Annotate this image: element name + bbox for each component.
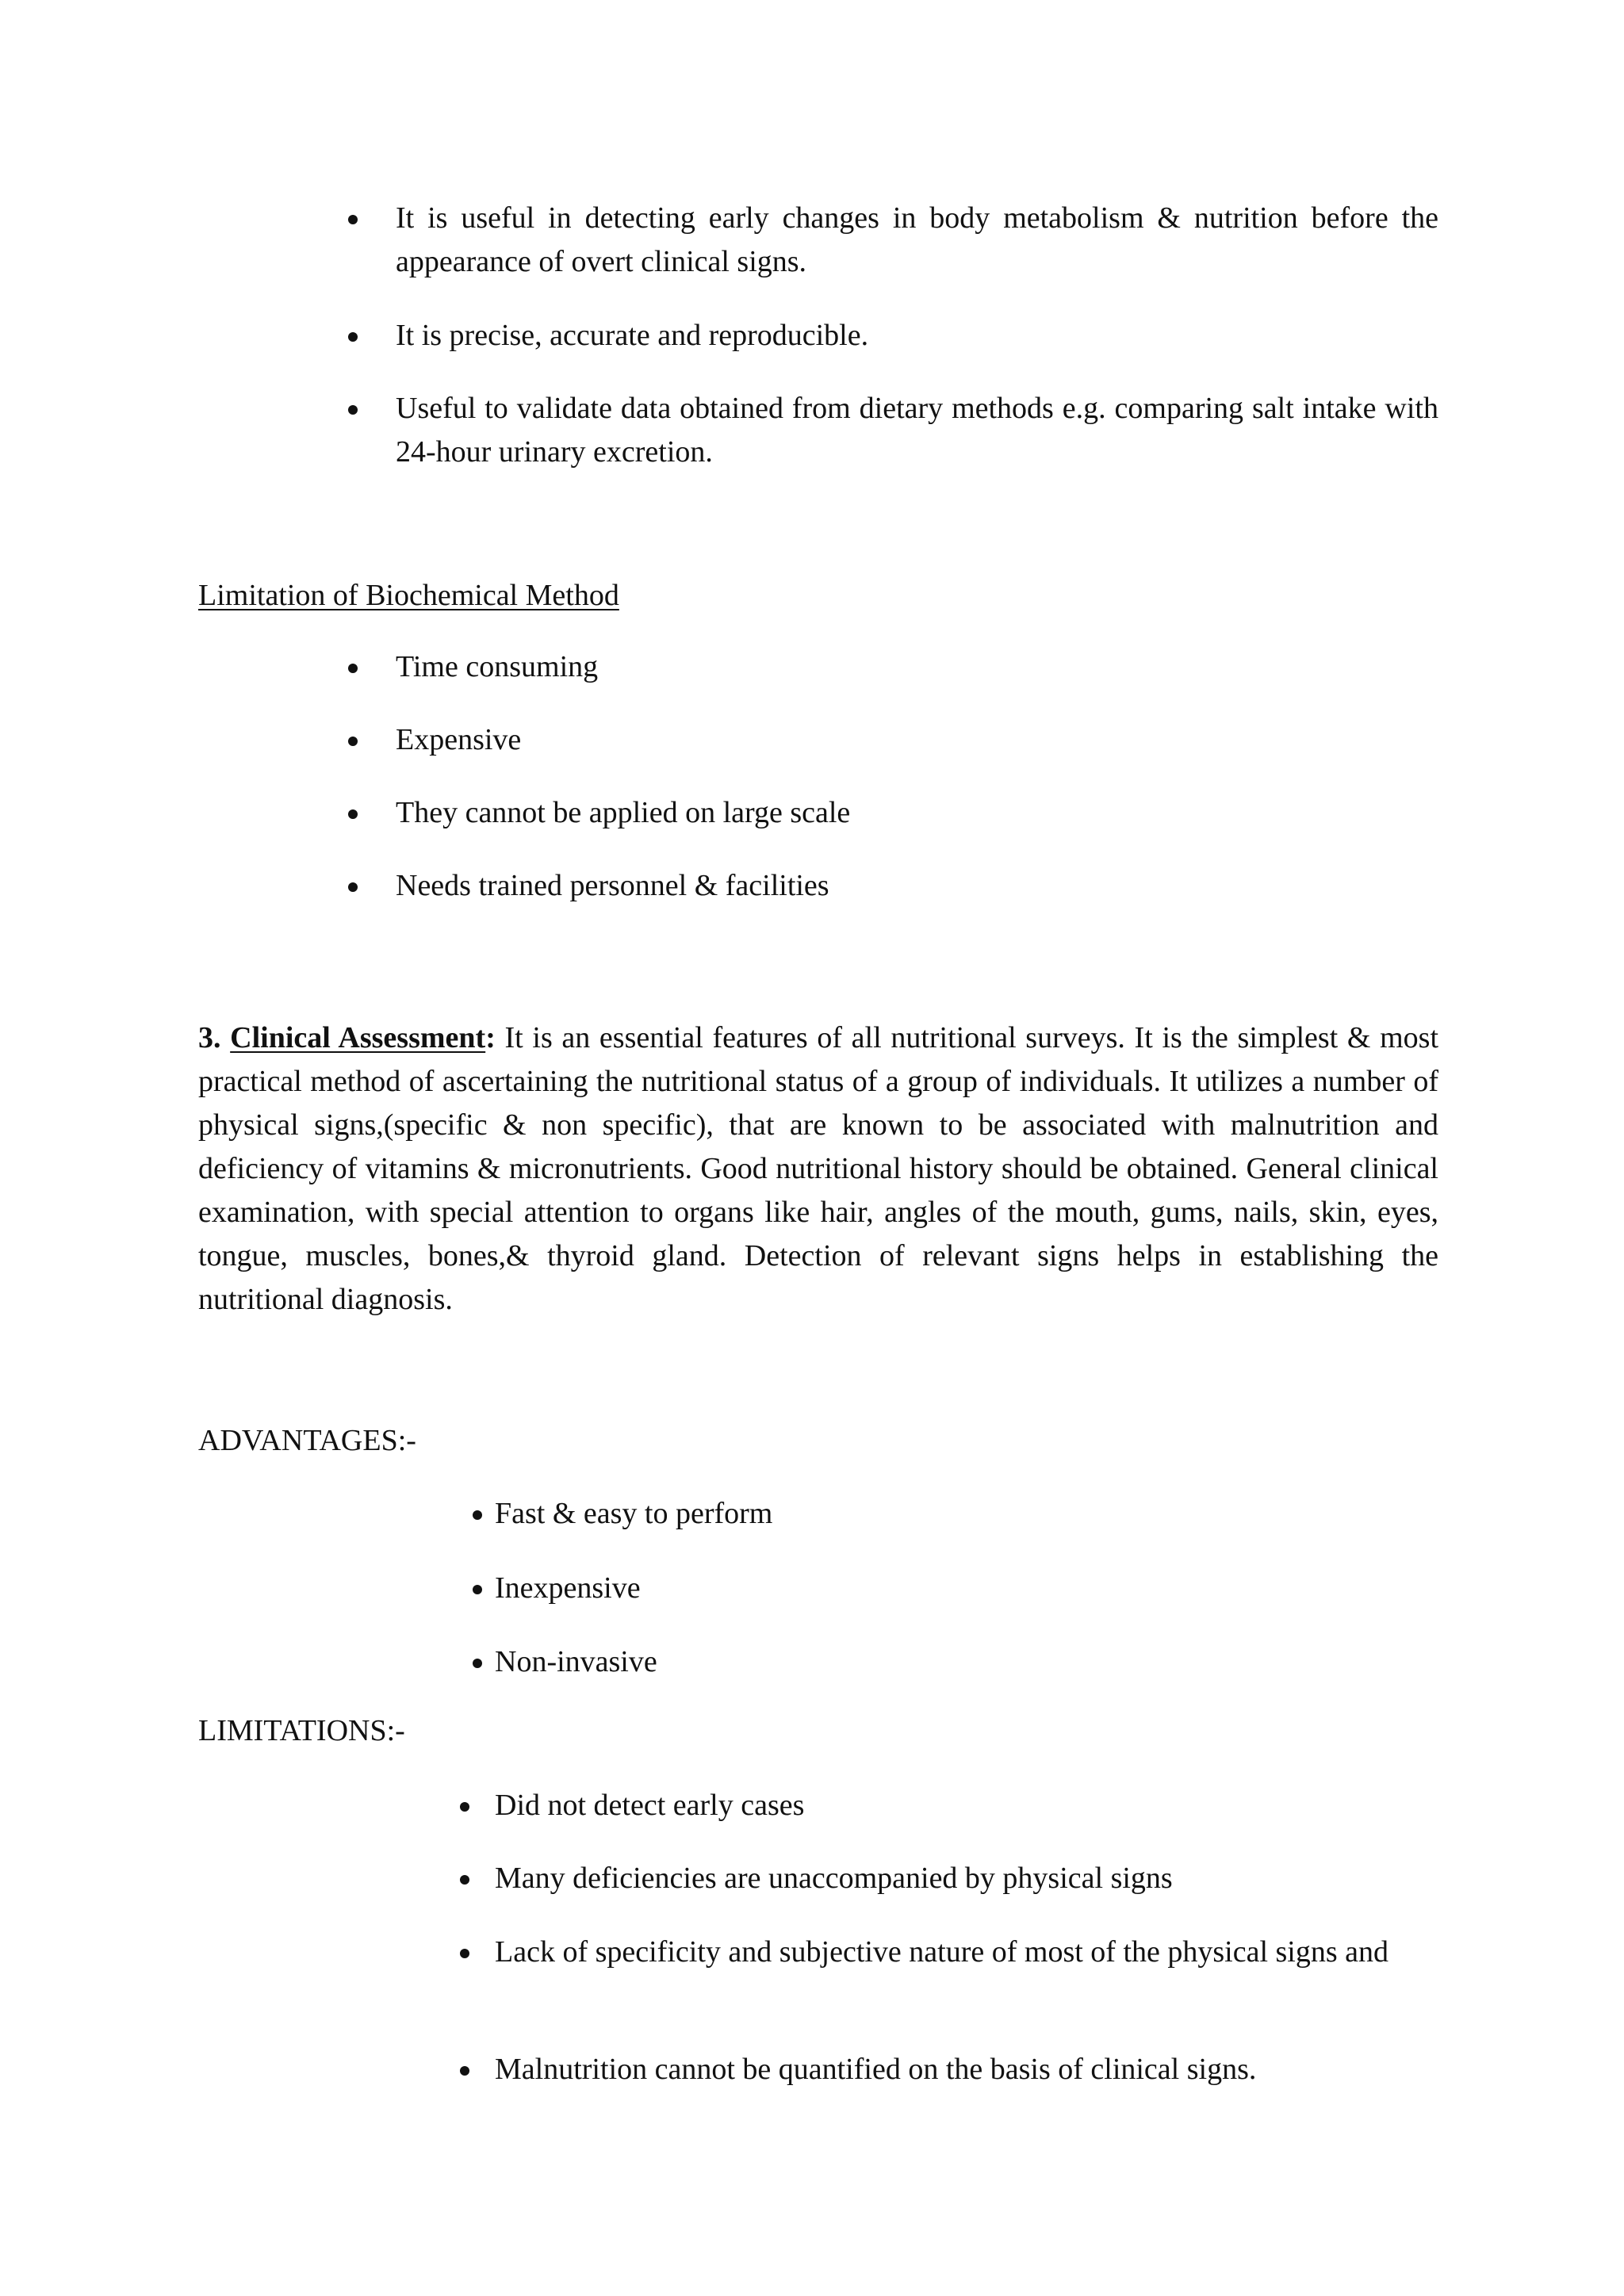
advantages-heading: ADVANTAGES:- — [198, 1424, 416, 1457]
list-item — [396, 718, 1438, 762]
list-item — [495, 1492, 1438, 1536]
limitation-list — [396, 645, 1438, 908]
bullet-icon — [473, 1659, 482, 1668]
list-item-text: It is precise, accurate and reproducible. — [396, 319, 869, 352]
clinical-assessment-paragraph — [198, 1016, 1438, 1322]
list-item — [396, 864, 1438, 908]
advantages-list — [495, 1492, 1438, 1684]
bullet-icon — [460, 2066, 469, 2076]
bullet-icon — [348, 882, 358, 892]
list-item — [396, 645, 1438, 689]
bullet-icon — [348, 809, 358, 819]
section-title: Clinical Assessment — [230, 1021, 486, 1054]
list-item-text: Many deficiencies are unaccompanied by physical signs — [495, 1862, 1173, 1895]
list-item-text: Needs trained personnel & facilities — [396, 869, 829, 902]
list-item — [495, 1857, 1438, 1900]
bullet-icon — [460, 1875, 469, 1885]
list-item-text: Lack of specificity and subjective nature of most of the physical signs and — [495, 1935, 1389, 1969]
bullet-icon — [460, 1802, 469, 1812]
list-item-text: Inexpensive — [495, 1571, 641, 1605]
section-title-colon: : — [485, 1021, 496, 1054]
limitations-list — [495, 1784, 1438, 2091]
bullet-icon — [348, 405, 358, 415]
list-item-text: Did not detect early cases — [495, 1789, 805, 1822]
list-item-text: Useful to validate data obtained from dietary methods e.g. comparing salt intake with 24-hour urinary excretion. — [396, 392, 1438, 469]
list-item-text: They cannot be applied on large scale — [396, 796, 851, 829]
list-item — [495, 1567, 1438, 1610]
list-item-text: Time consuming — [396, 650, 599, 683]
section-number: 3. — [198, 1021, 221, 1054]
list-item — [495, 1640, 1438, 1684]
list-item — [396, 197, 1438, 284]
bullet-icon — [460, 1949, 469, 1958]
list-item — [396, 387, 1438, 474]
list-item — [396, 314, 1438, 358]
bullet-icon — [473, 1510, 482, 1520]
list-item — [495, 2048, 1438, 2091]
list-item-text: It is useful in detecting early changes in body metabolism & nutrition before the appearance of overt clinical signs. — [396, 201, 1438, 278]
list-item — [495, 1784, 1438, 1827]
bullet-icon — [348, 737, 358, 746]
bullet-icon — [348, 215, 358, 224]
bullet-icon — [348, 332, 358, 342]
list-item-text: Malnutrition cannot be quantified on the basis of clinical signs. — [495, 2053, 1257, 2086]
list-item-text: Fast & easy to perform — [495, 1497, 773, 1530]
limitation-heading: Limitation of Biochemical Method — [198, 579, 619, 612]
bullet-icon — [473, 1585, 482, 1594]
bullet-icon — [348, 664, 358, 673]
list-item-text: Non-invasive — [495, 1645, 657, 1678]
list-item — [495, 1931, 1438, 2018]
list-item — [396, 791, 1438, 835]
biochemical-advantages-list — [396, 197, 1438, 474]
list-item-text: Expensive — [396, 723, 522, 756]
clinical-assessment-body: It is an essential features of all nutritional surveys. It is the simplest & most practical method of ascertaining the nutritional status of a group of individuals. It utilizes a number of physical signs,(specific & non specific), that are known to be associated with malnutrition and deficiency of vitamins & micronutrients. Good nutritional history should be obtained. General clinical examination, with special attention to organs like hair, angles of the mouth, gums, nails, skin, eyes, tongue, muscles, bones,& thyroid gland. Detection of relevant signs helps in establishing the nutritional diagnosis. — [198, 1021, 1438, 1316]
limitations-heading: LIMITATIONS:- — [198, 1714, 405, 1747]
